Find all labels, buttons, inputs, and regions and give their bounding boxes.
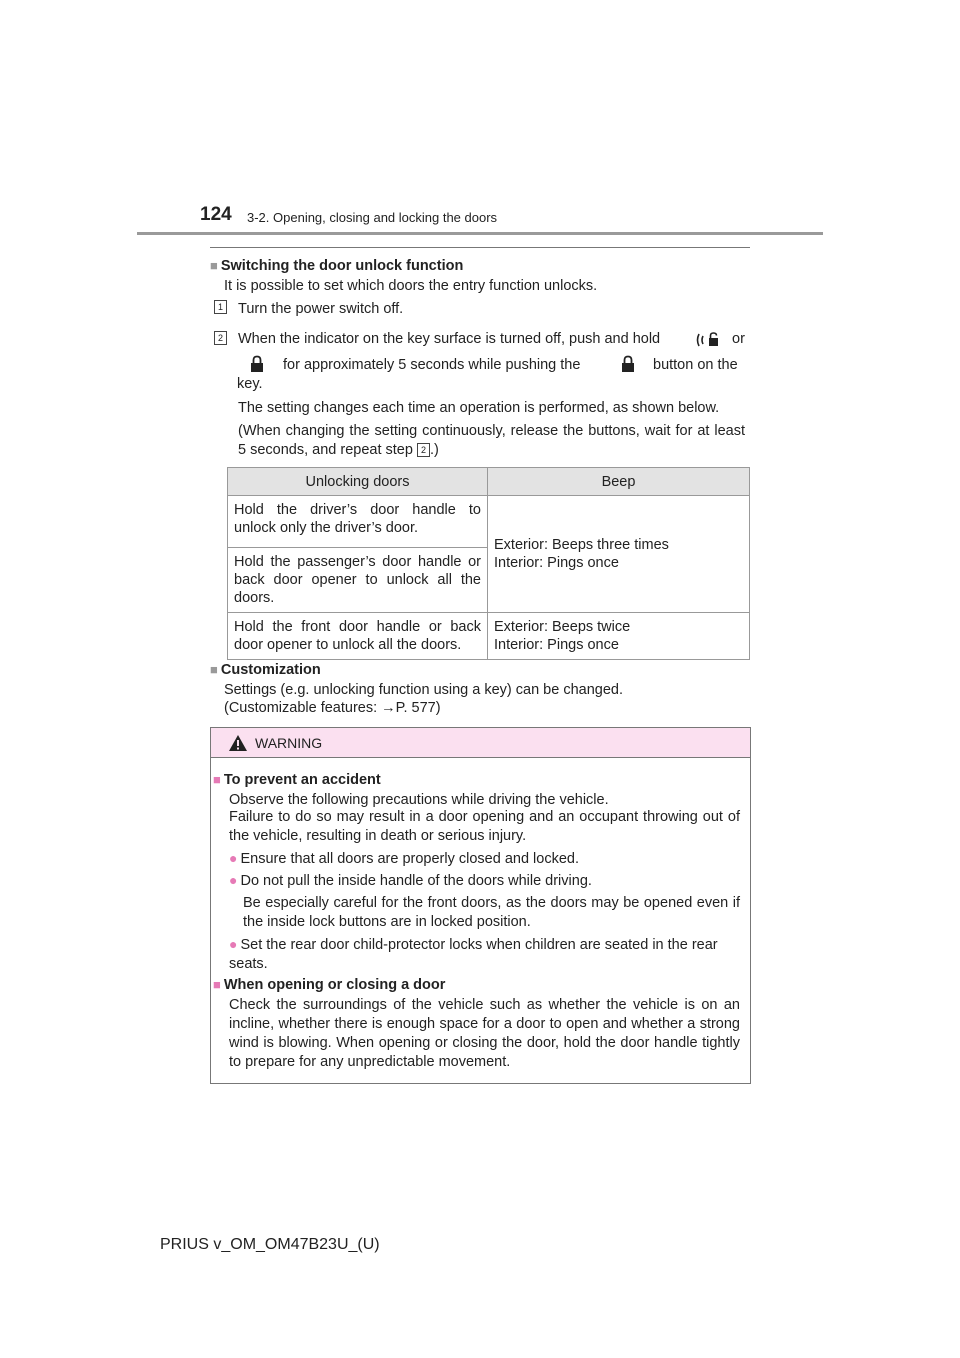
warning-bullet-2-sub: Be especially careful for the front doors, as the doors may be opened even if the inside lock buttons are in locked position.	[243, 895, 740, 930]
step-2-line1	[238, 330, 660, 349]
customization-heading-text: Customization	[220, 662, 321, 678]
unlock-intro: It is possible to set which doors the entry function unlocks.	[224, 278, 598, 294]
lock-icon	[621, 355, 635, 377]
repeat-note	[238, 422, 745, 460]
square-bullet-icon: ■	[210, 662, 218, 677]
step-2-line3: key.	[237, 376, 263, 392]
unlock-settings-table	[227, 467, 750, 660]
customization-heading	[210, 660, 321, 680]
warning-triangle-icon	[228, 734, 248, 756]
table-cell: Hold the front door handle or back door opener to unlock all the doors.	[228, 613, 488, 660]
warning-s1-heading	[213, 770, 381, 790]
repeat-note-text: (When changing the setting continuously, release the buttons, wait for at least 5 seconds, and repeat step	[238, 423, 745, 458]
table-cell-beep	[488, 613, 750, 660]
header-rule	[137, 232, 823, 235]
warning-bullet-1-text: Ensure that all doors are properly closed and locked.	[240, 851, 579, 867]
table-cell: Hold the passenger’s door handle or back door opener to unlock all the doors.	[228, 548, 488, 613]
warning-s1-heading-text: To prevent an accident	[223, 772, 381, 788]
pink-dot-icon: ●	[229, 936, 238, 952]
footer-model-code: PRIUS v_OM_OM47B23U_(U)	[160, 1236, 380, 1253]
beep-exterior: Exterior: Beeps twice	[494, 619, 631, 635]
warning-s2-heading-text: When opening or closing a door	[223, 977, 446, 993]
warning-s1-p2: Failure to do so may result in a door opening and an occupant throwing out of the vehicle, resulting in death or serious injury.	[229, 809, 740, 844]
page-number: 124	[200, 204, 232, 225]
table-row	[228, 613, 750, 660]
col-header-unlocking-doors: Unlocking doors	[228, 468, 488, 496]
step-2-text-a: When the indicator on the key surface is turned off, push and hold	[238, 331, 661, 347]
unlock-heading	[210, 256, 463, 276]
warning-s2-p: Check the surroundings of the vehicle such as whether the vehicle is on an incline, whether there is enough space for a door to open and whether a strong wind is blowing. When opening or closing the door, hold the door handle tightly to prepare for any unpredictable movement.	[229, 997, 740, 1070]
warning-bullet-2	[229, 871, 592, 891]
step-2-ref-badge: 2	[417, 443, 430, 457]
table-row	[228, 496, 750, 548]
table-header-row	[228, 468, 750, 496]
step-1-badge: 1	[214, 300, 227, 314]
beep-interior: Interior: Pings once	[494, 637, 619, 653]
col-header-beep: Beep	[488, 468, 750, 496]
step-1-text: Turn the power switch off.	[238, 301, 404, 317]
page-ref-link[interactable]: P. 577)	[395, 700, 441, 716]
warning-s2-heading	[213, 975, 445, 995]
warning-bullet-2-text: Do not pull the inside handle of the doors while driving.	[240, 873, 592, 889]
table-cell: Hold the driver’s door handle to unlock only the driver’s door.	[228, 496, 488, 548]
customization-ref-text: (Customizable features:	[224, 700, 382, 716]
section-rule	[210, 247, 750, 248]
beep-interior: Interior: Pings once	[494, 555, 619, 571]
beep-exterior: Exterior: Beeps three times	[494, 537, 669, 553]
square-bullet-icon: ■	[213, 977, 221, 992]
step-2-or: or	[732, 331, 745, 347]
arrow-right-icon: →	[381, 700, 396, 716]
repeat-note-end: .)	[429, 442, 439, 458]
warning-bullet-3	[229, 935, 744, 974]
setting-note: The setting changes each time an operation is performed, as shown below.	[238, 400, 720, 416]
pink-dot-icon: ●	[229, 872, 238, 888]
table-cell-beep-shared	[488, 496, 750, 613]
square-bullet-icon: ■	[213, 772, 221, 787]
square-bullet-icon: ■	[210, 258, 218, 273]
step-2-badge: 2	[214, 331, 227, 345]
unlock-heading-text: Switching the door unlock function	[220, 258, 464, 274]
step-2-line2-end: button on the	[653, 357, 738, 373]
warning-s1-p1: Observe the following precautions while driving the vehicle.	[229, 792, 609, 808]
lock-icon	[250, 355, 264, 377]
customization-line1: Settings (e.g. unlocking function using a key) can be changed.	[224, 682, 624, 698]
warning-header	[211, 728, 750, 758]
step-2-line2: for approximately 5 seconds while pushing the	[283, 357, 581, 373]
warning-bullet-3-text: Set the rear door child-protector locks when children are seated in the rear seats.	[229, 937, 718, 972]
customization-line2	[224, 699, 441, 718]
unlock-button-icon	[695, 331, 721, 353]
warning-title: WARNING	[255, 735, 323, 751]
section-title: 3-2. Opening, closing and locking the doors	[247, 210, 498, 225]
pink-dot-icon: ●	[229, 850, 238, 866]
warning-bullet-1	[229, 849, 579, 869]
